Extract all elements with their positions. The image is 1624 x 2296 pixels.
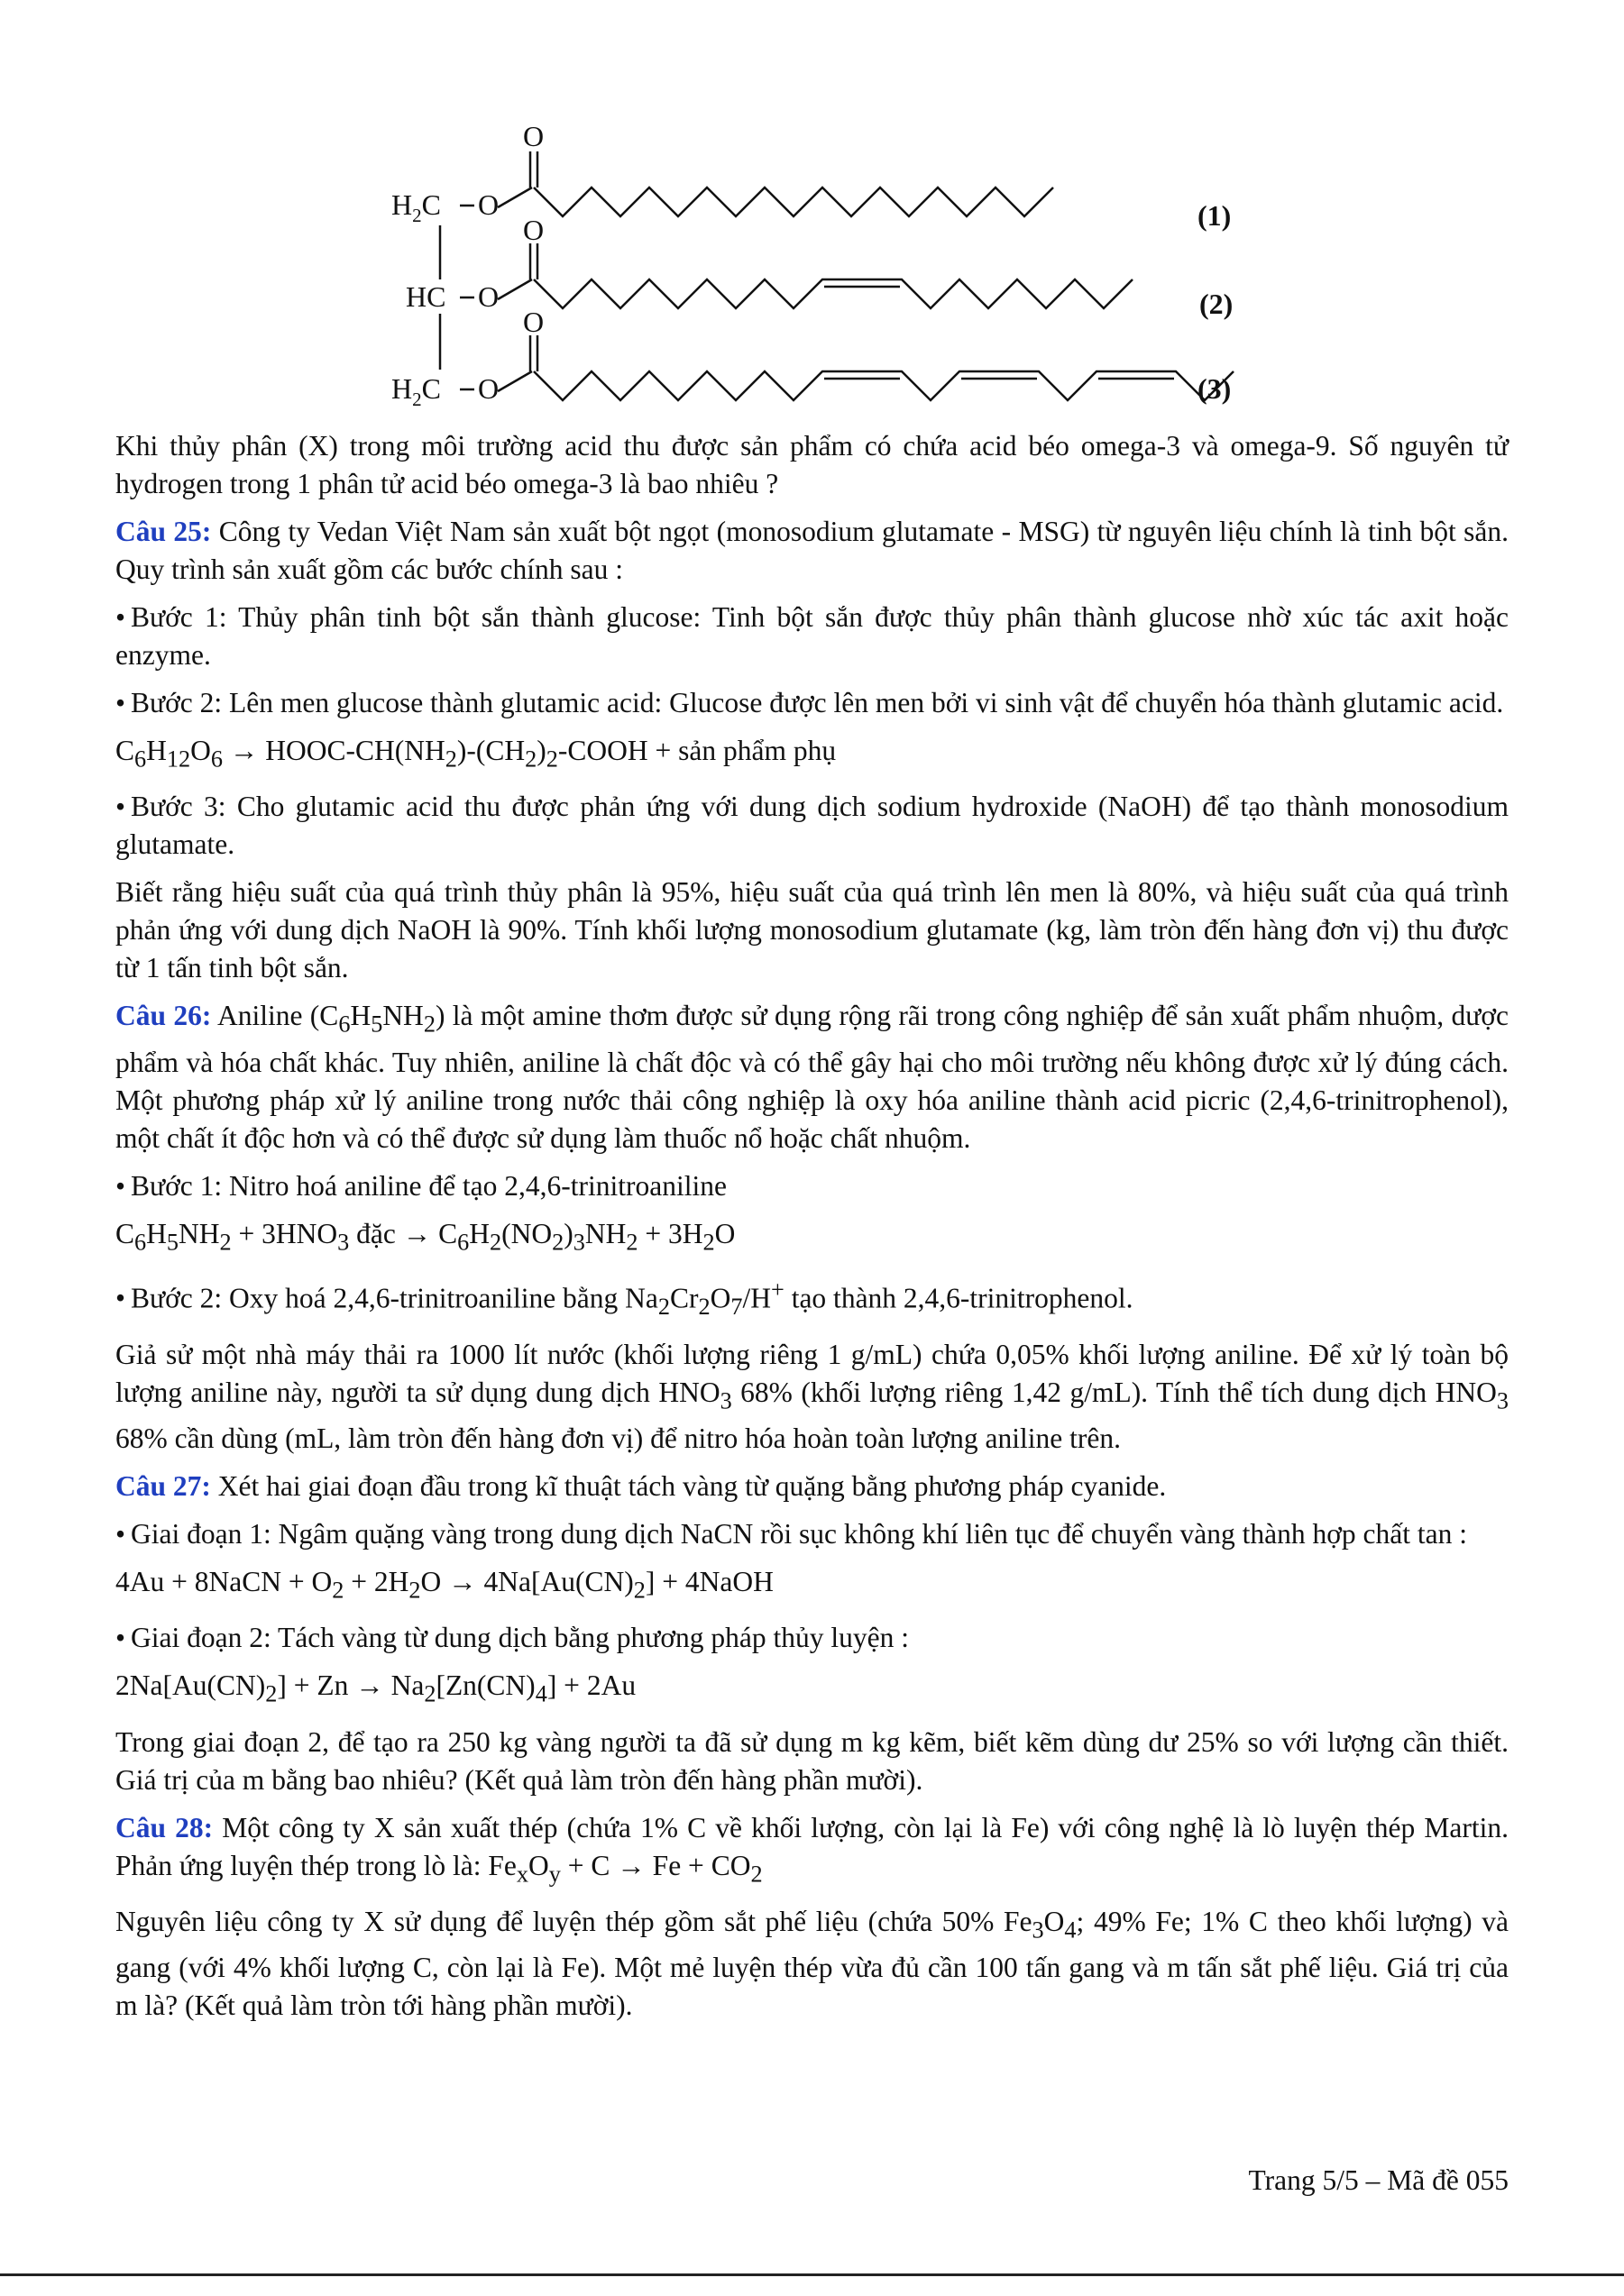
carbonyl-oxygen-3: O [523,306,545,338]
q25-equation: $C_6H_{12}O_6$ → HOOC-$CH(NH_2)-(CH_2)_2$-COOH + sản phẩm phụ [115,735,837,773]
row1-oxygen: O [478,188,500,221]
bottom-divider [0,2273,1624,2276]
fatty-chain-3 [534,371,1234,400]
q26-question: Giả sử một nhà máy thải ra 1000 lít nước (khối lượng riêng 1 g/mL) chứa 0,05% khối lượng aniline. Để xử lý toàn bộ lượng aniline này, người ta sử dụng dung dịch $HNO_3$ 68% (khối lượng riêng 1,42 g/mL). Tính thể tích dung dịch $HNO_3$ 68% cần dùng (mL, làm tròn đến hàng đơn vị) để nitro hóa hoàn toàn lượng aniline trên. [115,1338,1509,1454]
row3-h2c: $H_2C$ [391,372,441,410]
q27-question: Trong giai đoạn 2, để tạo ra 250 kg vàng người ta đã sử dụng m kg kẽm, biết kẽm dùng dư 25% so với lượng cần thiết. Giá trị của m bằng bao nhiêu? (Kết quả làm tròn đến hàng phần mười). [115,1725,1509,1796]
q26-step-1: • Bước 1: Nitro hoá aniline để tạo 2,4,6-trinitroaniline [115,1169,727,1202]
triglyceride-structure-diagram [379,108,1262,419]
fatty-chain-1 [534,188,1053,216]
carbonyl-oxygen-1: O [523,120,545,152]
chain-label-1: (1) [1197,199,1232,232]
question-24-prompt: Khi thủy phân (X) trong môi trường acid thu được sản phẩm có chứa acid béo omega-3 và omega-9. Số nguyên tử hydrogen trong 1 phân tử acid béo omega-3 là bao nhiêu ? [115,430,1509,499]
carbonyl-oxygen-2: O [523,214,545,246]
question-28: Câu 28: Một công ty X sản xuất thép (chứa 1% C về khối lượng, còn lại là Fe) với công nghệ là lò luyện thép Martin. Phản ứng luyện thép trong lò là: $Fe_xO_y + C \to Fe + CO_2$ [115,1811,1509,1887]
q27-equation-1: 4Au + 8NaCN + $O_2 + 2H_2O \to 4Na[Au(CN)_2]$ + 4NaOH [115,1565,774,1604]
q26-equation: $C_6H_5NH_2 + 3HNO_3$ đặc → $C_6H_2(NO_2)_3NH_2 + 3H_2O$ [115,1217,736,1255]
question-27: Câu 27: Xét hai giai đoạn đầu trong kĩ thuật tách vàng từ quặng bằng phương pháp cyanide. [115,1469,1167,1502]
row3-oxygen: O [478,372,500,405]
q27-equation-2: $2Na[Au(CN)_2] + Zn \to Na_2[Zn(CN)_4] + 2Au$ [115,1669,637,1707]
row2-oxygen: O [478,280,500,313]
q25-step-2: • Bước 2: Lên men glucose thành glutamic acid: Glucose được lên men bởi vi sinh vật để chuyển hóa thành glutamic acid. [115,687,1504,718]
q27-stage-2: • Giai đoạn 2: Tách vàng từ dung dịch bằng phương pháp thủy luyện : [115,1622,909,1654]
row1-h2c: $H_2C$ [391,188,441,226]
exam-content [115,427,1509,2035]
question-number: Câu 27: [115,1469,211,1502]
question-25: Câu 25: Công ty Vedan Việt Nam sản xuất bột ngọt (monosodium glutamate - MSG) từ nguyên liệu chính là tinh bột sắn. Quy trình sản xuất gồm các bước chính sau : [115,516,1509,585]
fatty-chain-2 [534,279,1133,308]
question-26: Câu 26: Aniline $(C_6H_5NH_2)$ là một amine thơm được sử dụng rộng rãi trong công nghiệp để sản xuất phẩm nhuộm, dược phẩm và hóa chất khác. Tuy nhiên, aniline là chất độc và có thể gây hại cho môi trường nếu không được xử lý đúng cách. Một phương pháp xử lý aniline trong nước thải công nghiệp là oxy hóa aniline thành acid picric (2,4,6-trinitrophenol), một chất ít độc hơn và có thể được sử dụng làm thuốc nổ hoặc chất nhuộm. [115,1000,1509,1154]
q27-stage-1: • Giai đoạn 1: Ngâm quặng vàng trong dung dịch NaCN rồi sục không khí liên tục để chuyển vàng thành hợp chất tan : [115,1517,1467,1550]
question-number: Câu 28: [115,1811,214,1843]
page-footer: Trang 5/5 – Mã đề 055 [1248,2164,1509,2196]
q25-step-3: • Bước 3: Cho glutamic acid thu được phản ứng với dung dịch sodium hydroxide (NaOH) để tạo thành monosodium glutamate. [115,791,1509,861]
q25-question: Biết rằng hiệu suất của quá trình thủy phân là 95%, hiệu suất của quá trình lên men là 80%, và hiệu suất của quá trình phản ứng với dung dịch NaOH là 90%. Tính khối lượng monosodium glutamate (kg, làm tròn đến hàng đơn vị) thu được từ 1 tấn tinh bột sắn. [115,876,1509,984]
q28-question: Nguyên liệu công ty X sử dụng để luyện thép gồm sắt phế liệu (chứa 50% $Fe_3O_4$; 49% Fe; 1% C theo khối lượng) và gang (với 4% khối lượng C, còn lại là Fe). Một mẻ luyện thép vừa đủ cần 100 tấn gang và m tấn sắt phế liệu. Giá trị của m là? (Kết quả làm tròn tới hàng phần mười). [115,1905,1509,2022]
chain-label-3: (3) [1197,372,1232,405]
question-number: Câu 25: [115,516,212,547]
question-number: Câu 26: [115,1000,212,1032]
q25-step-1: • Bước 1: Thủy phân tinh bột sắn thành glucose: Tinh bột sắn được thủy phân thành glucose nhờ xúc tác axit hoặc enzyme. [115,601,1509,671]
row2-hc: HC [406,280,446,313]
q26-step-2: • Bước 2: Oxy hoá 2,4,6-trinitroaniline bằng $Na_2Cr_2O_7/H^+$ tạo thành 2,4,6-trinitrophenol. [115,1276,1133,1320]
chain-label-2: (2) [1199,288,1234,320]
